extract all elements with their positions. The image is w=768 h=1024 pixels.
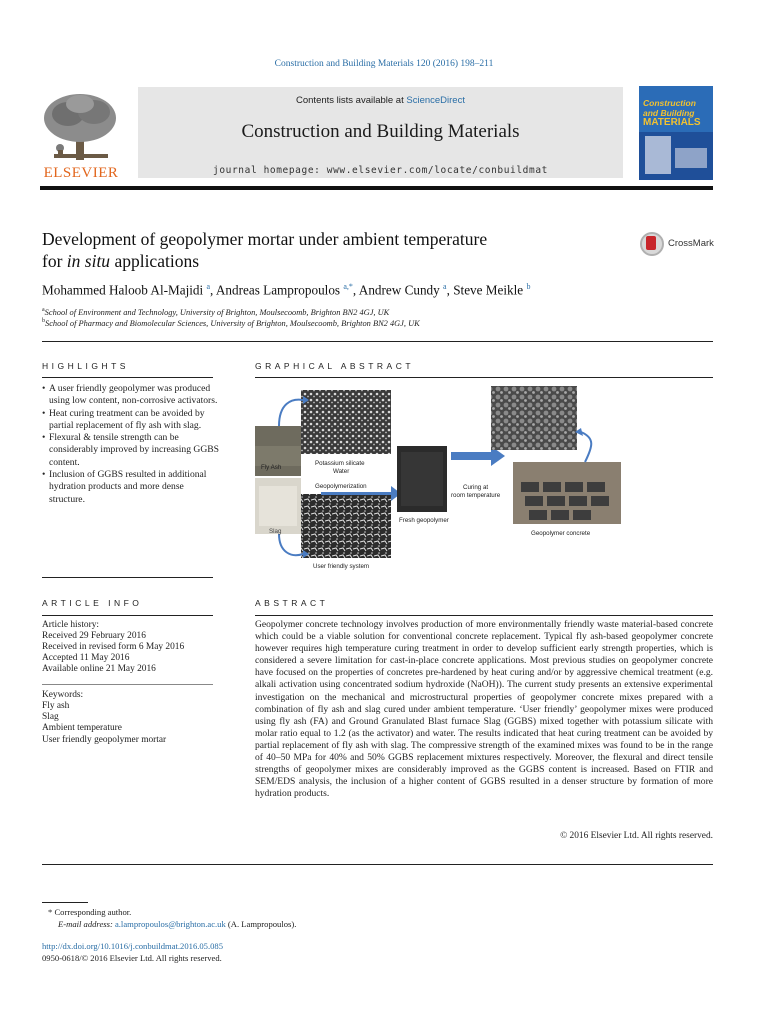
abstract-copyright: © 2016 Elsevier Ltd. All rights reserved. — [560, 831, 713, 841]
keyword-item[interactable]: Ambient temperature — [42, 723, 122, 733]
email-suffix: (A. Lampropoulos). — [225, 919, 297, 929]
highlight-item: • Inclusion of GGBS resulted in additional hydration products and more dense structure. — [42, 469, 220, 506]
email-label: E-mail address: — [58, 919, 115, 929]
history-accepted: Accepted 11 May 2016 — [42, 653, 130, 663]
author-affil-mark[interactable]: a — [443, 282, 447, 291]
abstract-bottom-rule — [42, 864, 713, 865]
history-revised: Received in revised form 6 May 2016 — [42, 642, 185, 652]
author-affil-mark[interactable]: a,* — [343, 282, 353, 291]
fresh-geopolymer-label: Fresh geopolymer — [399, 517, 449, 524]
journal-cover-image[interactable] — [639, 86, 713, 180]
history-received: Received 29 February 2016 — [42, 631, 146, 641]
crossmark-badge[interactable] — [640, 232, 716, 256]
potassium-silicate-label: Potassium silicate — [315, 460, 365, 467]
hardened-sem-image — [491, 386, 577, 450]
journal-banner — [138, 87, 623, 178]
keywords-label: Keywords: — [42, 690, 84, 700]
curing-label-2: room temperature — [451, 492, 501, 499]
title-italic: in situ — [66, 251, 111, 271]
article-info-rule — [42, 615, 213, 616]
header-rule — [40, 186, 713, 190]
crossmark-ribbon-icon — [646, 236, 656, 250]
publisher-name: ELSEVIER — [43, 165, 119, 181]
highlight-item: • Heat curing treatment can be avoided by partial replacement of fly ash with slag. — [42, 408, 220, 433]
title-line-1: Development of geopolymer mortar under ambient temperature — [42, 229, 488, 249]
author-name[interactable]: Mohammed Haloob Al-Majidi — [42, 282, 204, 298]
fly-ash-label: Fly Ash — [261, 464, 282, 471]
affiliation — [42, 307, 722, 317]
contents-line — [138, 95, 623, 106]
article-title — [42, 228, 602, 272]
highlights-heading: HIGHLIGHTS — [42, 361, 129, 371]
geopolymerization-label: Geopolymerization — [315, 483, 367, 490]
affiliation — [42, 318, 722, 328]
keyword-item[interactable]: Fly ash — [42, 701, 70, 711]
geopolymer-concrete-label: Geopolymer concrete — [531, 530, 591, 537]
cover-photo-1 — [645, 136, 671, 174]
doi-link[interactable]: http://dx.doi.org/10.1016/j.conbuildmat.2016.05.085 — [42, 941, 224, 951]
highlight-item: • A user friendly geopolymer was produced using low content, non-corrosive activators. — [42, 383, 220, 408]
cover-photo-2 — [675, 148, 707, 168]
keyword-item[interactable]: User friendly geopolymer mortar — [42, 735, 167, 745]
title-suffix: applications — [110, 251, 199, 271]
title-prefix: for — [42, 251, 67, 271]
graphical-abstract-svg — [255, 386, 635, 574]
author-name[interactable]: Andreas Lampropoulos — [215, 282, 341, 298]
affiliation-rule — [42, 341, 713, 342]
cover-line-3: MATERIALS — [643, 117, 701, 128]
title-line-2 — [42, 250, 602, 272]
affiliation-text: School of Pharmacy and Biomolecular Sciences, University of Brighton, Moulsecoomb, Brighton BN2 4GJ, UK — [45, 318, 420, 328]
email-note — [58, 919, 296, 929]
article-history-label: Article history: — [42, 620, 100, 630]
keywords-rule — [42, 684, 213, 685]
cover-title — [643, 98, 711, 128]
author-list: Mohammed Haloob Al-Majidi $^a$, Andreas Lampropoulos $^{a,*}$, Andrew Cundy $^a$, Steve Meikle $^b$ — [42, 282, 531, 298]
graphical-abstract-heading: GRAPHICAL ABSTRACT — [255, 361, 415, 371]
affiliation-mark: a — [42, 307, 45, 313]
keyword-item[interactable]: Slag — [42, 712, 59, 722]
author-name[interactable]: Steve Meikle — [453, 282, 524, 298]
contents-prefix: Contents lists available at — [296, 95, 407, 106]
journal-citation[interactable]: Construction and Building Materials 120 (2016) 198–211 — [274, 59, 494, 69]
slag-label: Slag — [269, 528, 282, 535]
abstract-rule — [255, 615, 713, 616]
abstract-heading: ABSTRACT — [255, 598, 329, 608]
cover-line-1: Construction — [643, 98, 696, 108]
user-friendly-system-label: User friendly system — [313, 563, 370, 570]
highlights-list — [42, 383, 220, 506]
graphical-abstract-rule — [255, 377, 713, 378]
water-label: Water — [333, 468, 350, 475]
author-name[interactable]: Andrew Cundy — [358, 282, 440, 298]
curing-label-1: Curing at — [463, 484, 489, 491]
graphical-abstract-figure[interactable] — [255, 386, 635, 574]
crossmark-label: CrossMark — [668, 238, 714, 249]
slag-sem-image — [301, 494, 391, 558]
history-online: Available online 21 May 2016 — [42, 664, 156, 674]
author-affil-mark[interactable]: b — [526, 282, 531, 291]
issn-copyright: 0950-0618/© 2016 Elsevier Ltd. All rights reserved. — [42, 953, 222, 963]
journal-title: Construction and Building Materials — [241, 121, 520, 142]
affiliation-mark: b — [42, 318, 45, 324]
highlights-rule — [42, 377, 213, 378]
footnote-rule — [42, 902, 88, 903]
highlights-bottom-rule — [42, 577, 213, 578]
corresponding-author-note: * Corresponding author. — [48, 907, 132, 917]
abstract-text: Geopolymer concrete technology involves production of more environmentally friendly waste material-based concrete which could be a viable solution for conventional concrete replacement. Typical fly ash-based geopolymer concrete however requires high temperature curing treatment in order to develop sufficient early strength properties, which is considered a severe limitation for cast-in-place concrete applications. Most previous studies on geopolymer concrete have focused on the properties of concretes pre-hardened by heat curing and/or by aggressive chemical treatment (e.g. alkali activation using concentrated sodium hydroxide (NaOH)). The current study presents an extensive experimental investigation on the mechanical and microstructural properties of geopolymer concrete mixes prepared with a combination of fly ash and slag cured under ambient temperature. ‘User friendly’ geopolymer mixes were produced using fly ash (FA) and Ground Granulated Blast furnace Slag (GGBS) mixed together with potassium silicate with molar ratio equal to 1.2 (as the activator) and water. The results indicated that heat curing treatment can be avoided by partial replacement of fly ash with slag. The compressive strength of the examined mixes was found to be in the range of 40–50 MPa for 40% and 50% GGBS replacement mixtures respectively. Moreover, the flexural and direct tensile strengths of geopolymer mixes are considerably improved as the GGBS content is increased. Based on FTIR and SEM/EDS analysis, the inclusion of a higher content of GGBS resulted in a denser structure by formation of more hydration products. — [255, 619, 713, 800]
journal-homepage[interactable]: journal homepage: www.elsevier.com/locate/conbuildmat — [213, 165, 548, 176]
email-link[interactable]: a.lampropoulos@brighton.ac.uk — [114, 919, 226, 929]
fly-ash-sem-image — [301, 390, 391, 454]
cover-line-2: and Building — [643, 108, 695, 118]
sciencedirect-link[interactable]: ScienceDirect — [406, 95, 465, 106]
article-info-heading: ARTICLE INFO — [42, 598, 143, 608]
author-affil-mark[interactable]: a — [206, 282, 211, 291]
affiliation-text: School of Environment and Technology, University of Brighton, Moulsecoomb, Brighton BN2 4GJ, UK — [44, 307, 390, 317]
highlight-item: • Flexural & tensile strength can be considerably improved by increasing GGBS content. — [42, 432, 220, 469]
